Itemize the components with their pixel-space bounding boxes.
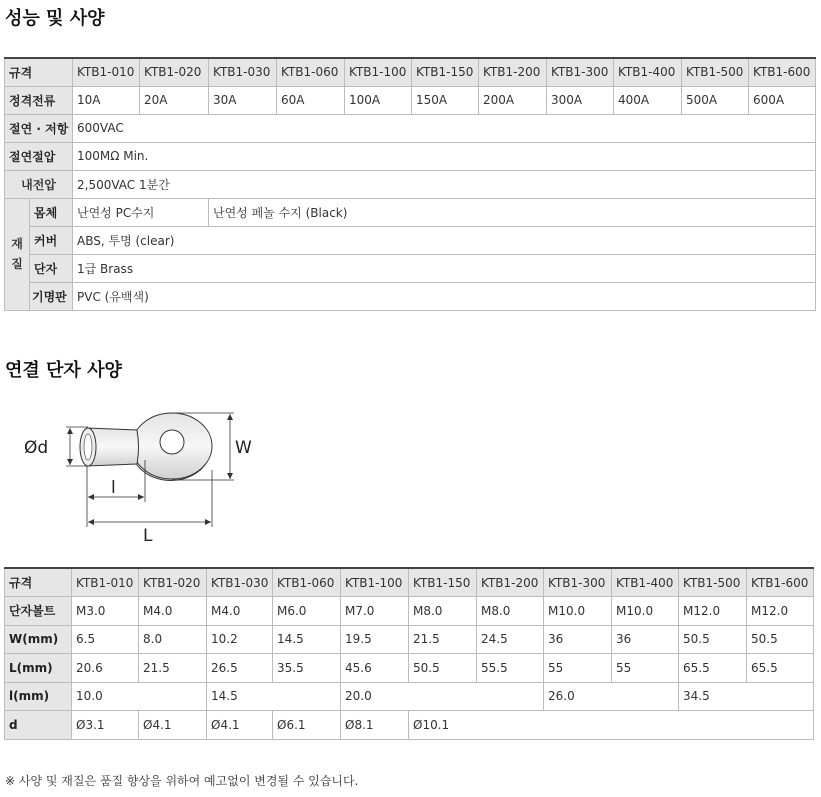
l-value: 26.0 [544,682,679,711]
section-title-performance: 성능 및 사양 [5,8,105,29]
spec-header-label: 규격 [5,58,73,86]
L-value: 55 [544,654,612,683]
spec-header-row [5,58,816,86]
L-value: 55.5 [477,654,544,683]
rated-current-row [5,86,816,114]
spec-model: KTB1-100 [345,58,412,86]
w-value: 14.5 [273,625,341,654]
material-cover-row [5,226,816,254]
l-value: 14.5 [207,682,341,711]
bolt-value: M8.0 [477,597,544,626]
L-value: 35.5 [273,654,341,683]
rated-current-value: 500A [682,86,749,114]
rated-current-value: 10A [73,86,140,114]
withstand-label: 내전압 [5,170,73,198]
spec-model: KTB1-600 [749,58,816,86]
nameplate-label: 기명판 [30,282,73,310]
terminal-label: 단자 [30,254,73,282]
spec-model: KTB1-150 [412,58,479,86]
bolt-value: M10.0 [612,597,679,626]
material-body-row [5,198,816,226]
d-value: Ø3.1 [72,711,139,740]
spec-model: KTB1-400 [614,58,682,86]
insulation-voltage-row [5,142,816,170]
insulation-resistance-value: 600VAC [73,114,816,142]
L-row [5,654,814,683]
rated-current-value: 30A [209,86,277,114]
L-value: 65.5 [747,654,814,683]
rated-current-value: 20A [140,86,209,114]
w-value: 8.0 [139,625,207,654]
bolt-value: M8.0 [409,597,477,626]
term-model: KTB1-030 [207,568,273,597]
body-label: 몸체 [30,198,73,226]
w-dimension-label: W [235,438,252,458]
material-terminal-row [5,254,816,282]
term-model: KTB1-010 [72,568,139,597]
w-value: 24.5 [477,625,544,654]
rated-current-value: 400A [614,86,682,114]
rated-current-value: 300A [547,86,614,114]
rated-current-value: 200A [479,86,547,114]
l-small-dimension-label: l [111,478,116,498]
l-value: 34.5 [679,682,814,711]
L-value: 65.5 [679,654,747,683]
l-row [5,682,814,711]
spec-model: KTB1-030 [209,58,277,86]
spec-table [4,57,816,311]
body-value-phenol: 난연성 페놀 수지 (Black) [209,198,816,226]
term-model: KTB1-600 [747,568,814,597]
term-model: KTB1-100 [341,568,409,597]
w-label: W(mm) [5,625,72,654]
w-row [5,625,814,654]
spec-model: KTB1-200 [479,58,547,86]
term-model: KTB1-300 [544,568,612,597]
w-value: 10.2 [207,625,273,654]
terminal-value: 1급 Brass [73,254,816,282]
cover-label: 커버 [30,226,73,254]
insulation-resistance-row [5,114,816,142]
withstand-value: 2,500VAC 1분간 [73,170,816,198]
L-label: L(mm) [5,654,72,683]
d-value: Ø8.1 [341,711,409,740]
lug-barrel-inner [84,434,92,460]
terminal-table [4,567,814,740]
L-value: 21.5 [139,654,207,683]
section-title-terminal: 연결 단자 사양 [5,360,122,381]
spec-model: KTB1-300 [547,58,614,86]
L-value: 50.5 [409,654,477,683]
spec-model: KTB1-500 [682,58,749,86]
d-value: Ø4.1 [139,711,207,740]
l-label: l(mm) [5,682,72,711]
w-value: 50.5 [747,625,814,654]
L-value: 20.6 [72,654,139,683]
rated-current-value: 600A [749,86,816,114]
insulation-voltage-value: 100MΩ Min. [73,142,816,170]
term-model: KTB1-400 [612,568,679,597]
w-value: 6.5 [72,625,139,654]
body-value-pc: 난연성 PC수지 [73,198,209,226]
bolt-value: M7.0 [341,597,409,626]
insulation-voltage-label: 절연절압 [5,142,73,170]
bolt-row [5,597,814,626]
L-value: 45.6 [341,654,409,683]
l-big-dimension-label: L [143,526,153,546]
bolt-value: M10.0 [544,597,612,626]
spec-model: KTB1-060 [277,58,345,86]
insulation-resistance-label: 절연 · 저항 [5,114,73,142]
rated-current-label: 정격전류 [5,86,73,114]
rated-current-value: 100A [345,86,412,114]
material-label [5,198,30,310]
term-model: KTB1-500 [679,568,747,597]
bolt-value: M6.0 [273,597,341,626]
d-value: Ø6.1 [273,711,341,740]
term-header-label: 규격 [5,568,72,597]
w-value: 36 [612,625,679,654]
footnote: ※ 사양 및 재질은 품질 향상을 위하여 예고없이 변경될 수 있습니다. [5,774,359,788]
withstand-row [5,170,816,198]
material-nameplate-row [5,282,816,310]
w-value: 21.5 [409,625,477,654]
bolt-value: M12.0 [679,597,747,626]
w-value: 50.5 [679,625,747,654]
material-label-char-1: 재 [11,237,23,251]
term-header-row [5,568,814,597]
cover-value: ABS, 투명 (clear) [73,226,816,254]
L-value: 55 [612,654,679,683]
term-model: KTB1-150 [409,568,477,597]
term-model: KTB1-060 [273,568,341,597]
material-label-char-2: 질 [11,257,23,271]
term-model: KTB1-200 [477,568,544,597]
bolt-value: M3.0 [72,597,139,626]
w-value: 36 [544,625,612,654]
bolt-value: M4.0 [207,597,273,626]
spec-model: KTB1-010 [73,58,140,86]
d-dimension-label: Ød [24,438,49,458]
w-value: 19.5 [341,625,409,654]
L-value: 26.5 [207,654,273,683]
d-row [5,711,814,740]
d-value: Ø10.1 [409,711,814,740]
bolt-value: M12.0 [747,597,814,626]
terminal-diagram [12,400,262,550]
l-value: 20.0 [341,682,544,711]
d-label: d [5,711,72,740]
lug-hole [160,430,184,454]
term-model: KTB1-020 [139,568,207,597]
bolt-value: M4.0 [139,597,207,626]
rated-current-value: 60A [277,86,345,114]
spec-model: KTB1-020 [140,58,209,86]
d-value: Ø4.1 [207,711,273,740]
bolt-label: 단자볼트 [5,597,72,626]
l-value: 10.0 [72,682,207,711]
nameplate-value: PVC (유백색) [73,282,816,310]
rated-current-value: 150A [412,86,479,114]
